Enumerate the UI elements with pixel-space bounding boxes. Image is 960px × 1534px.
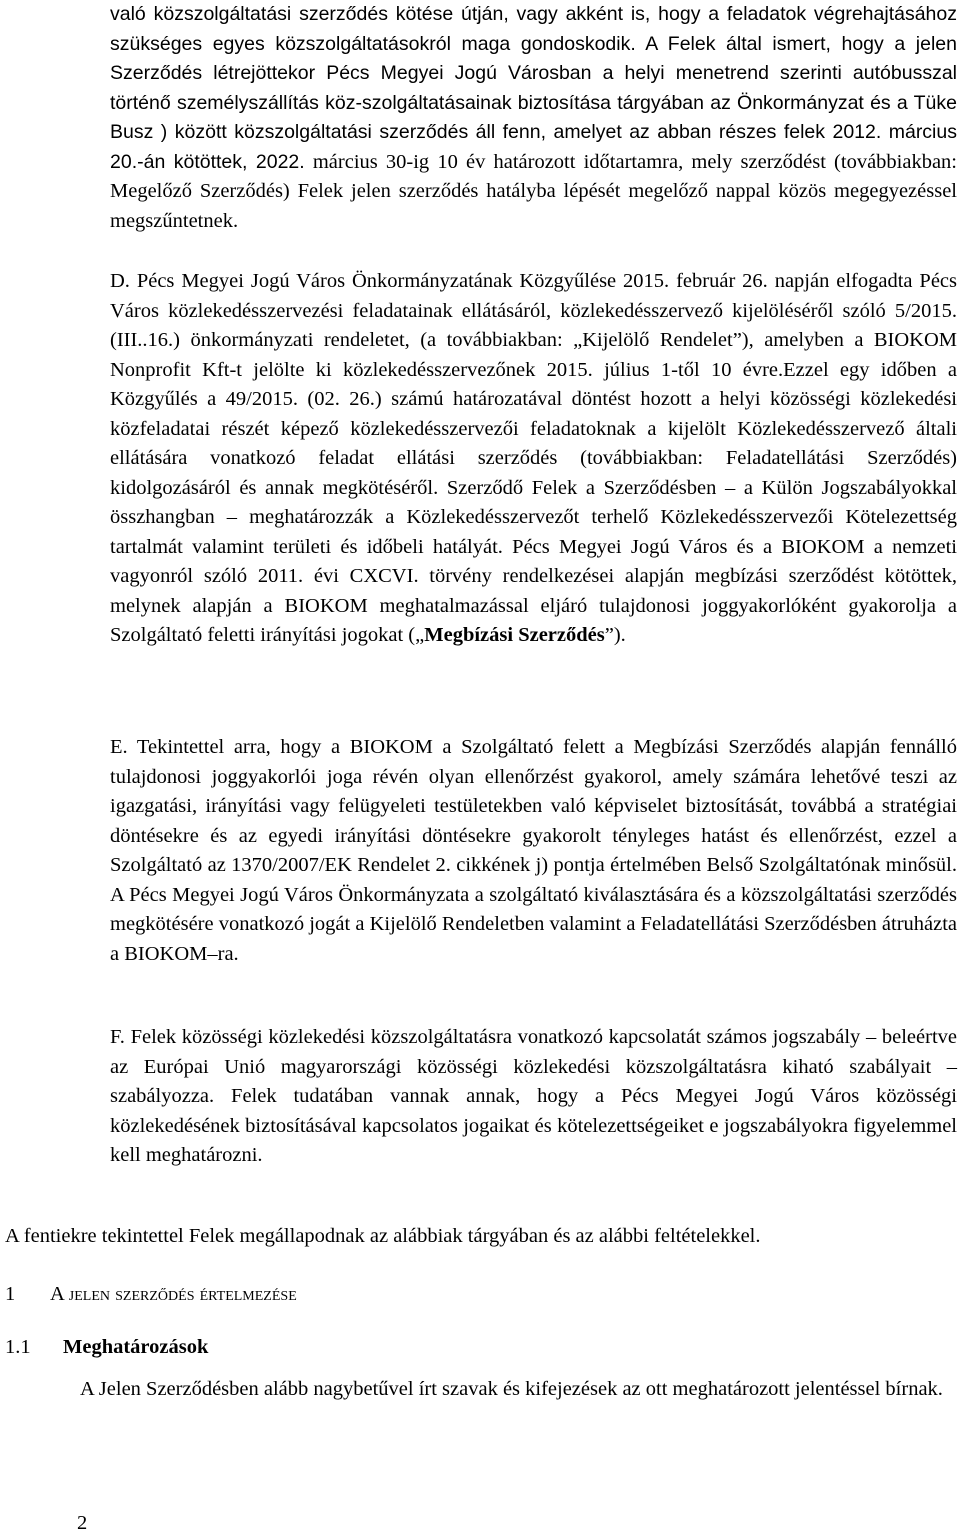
subsection-title: Meghatározások [63,1336,209,1358]
paragraph-summary: A fentiekre tekintettel Felek megállapodnak az alábbiak tárgyában és az alábbi feltételekkel. [5,1225,761,1247]
paragraph-d [110,267,957,651]
section-number: 1 [5,1283,16,1305]
paragraph-intro-sans: való közszolgáltatási szerződés kötése útján, vagy akként is, hogy a feladatok végrehajtásához szükséges egyes közszolgáltatásokról maga gondoskodik. A Felek által ismert, hogy a jelen Szerződés létrejöttekor Pécs Megyei Jogú Városban a helyi menetrend szerinti autóbusszal történő személyszállítás köz-szolgáltatásainak biztosítása tárgyában az Önkormányzat és a Tüke Busz ) között közszolgáltatási szerződés áll fenn, amelyet az abban részes felek 2012. március 20.-án kötöttek, 2022. [110,3,957,173]
page-number: 2 [77,1512,88,1534]
paragraph-d-bold: Megbízási Szerződés [424,624,605,646]
paragraph-intro-serif: március 30-ig 10 év határozott időtartamra, mely szerződést (továbbiakban: Megelőző Szerződés) Felek jelen szerződés hatályba lépését megelőző nappal közös megegyezéssel megszűntetnek. [110,150,958,232]
paragraph-e: E. Tekintettel arra, hogy a BIOKOM a Szolgáltató felett a Megbízási Szerződés alapján fennálló tulajdonosi joggyakorlói joga révén olyan ellenőrzést gyakorol, amely számára lehetővé teszi az igazgatási, irányítási vagy felügyeleti testületekben való képviselet biztosítását, továbbá a stratégiai döntésekre és az egyedi irányítási döntésekre gyakorolt tényleges hatást és ellenőrzést, ezzel a Szolgáltató az 1370/2007/EK Rendelet 2. cikkének j) pontja értelmében Belső Szolgáltatónak minősül. A Pécs Megyei Jogú Város Önkormányzata a szolgáltató kiválasztására és a közszolgáltatási szerződés megkötésére vonatkozó jogát a Kijelölő Rendeletben valamint a Feladatellátási Szerződésben átruházta a BIOKOM–ra. [110,736,958,965]
section-heading-1-1 [5,1333,208,1363]
section-heading-1 [5,1280,297,1310]
subsection-paragraph: A Jelen Szerződésben alább nagybetűvel írt szavak és kifejezések az ott meghatározott jelentéssel bírnak. [80,1378,943,1400]
paragraph-d-end: ”). [604,624,626,646]
section-title: A jelen szerződés értelmezése [50,1283,297,1305]
paragraph-f: F. Felek közösségi közlekedési közszolgáltatásra vonatkozó kapcsolatát számos jogszabály – beleértve az Európai Unió magyarországi közösségi közlekedési közszolgáltatásra kiható szabályait – szabályozza. Felek tudatában vannak annak, hogy a Pécs Megyei Jogú Város közösségi közlekedésének biztosításával kapcsolatos jogaikat és kötelezettségeiket e jogszabályokra figyelemmel kell meghatározni. [110,1026,957,1166]
paragraph-d-text: D. Pécs Megyei Jogú Város Önkormányzatának Közgyűlése 2015. február 26. napján elfogadta Pécs Város közlekedésszervezési feladatainak ellátásáról, közlekedésszervező kijelöléséről szóló 5/2015. (III..16.) önkormányzati rendeletet, (a továbbiakban: „Kijelölő Rendelet”), amelyben a BIOKOM Nonprofit Kft-t jelölte ki közlekedésszervezőnek 2015. július 1-től 10 évre.Ezzel egy időben a Közgyűlés a 49/2015. (02. 26.) számú határozatával döntést hozott a helyi közösségi közlekedési közfeladatai részét képező közlekedésszervezői feladatoknak a kijelölt Közlekedésszervező általi ellátására vonatkozó feladat ellátási szerződés (továbbiakban: Feladatellátási Szerződés) kidolgozásáról és annak megkötéséről. Szerződő Felek a Szerződésben – a Külön Jogszabályokkal összhangban – meghatározzák a Közlekedésszervezőt terhelő Közlekedésszervezői Kötelezettség tartalmát valamint területi és időbeli hatályát. Pécs Megyei Jogú Város és a BIOKOM a nemzeti vagyonról szóló 2011. évi CXCVI. törvény rendelkezései alapján megbízási szerződést kötöttek, melynek alapján a BIOKOM meghatalmazással eljáró tulajdonosi joggyakorlóként gyakorolja a Szolgáltató feletti irányítási jogokat („ [110,270,957,646]
subsection-number: 1.1 [5,1336,31,1358]
paragraph-intro [110,0,957,236]
